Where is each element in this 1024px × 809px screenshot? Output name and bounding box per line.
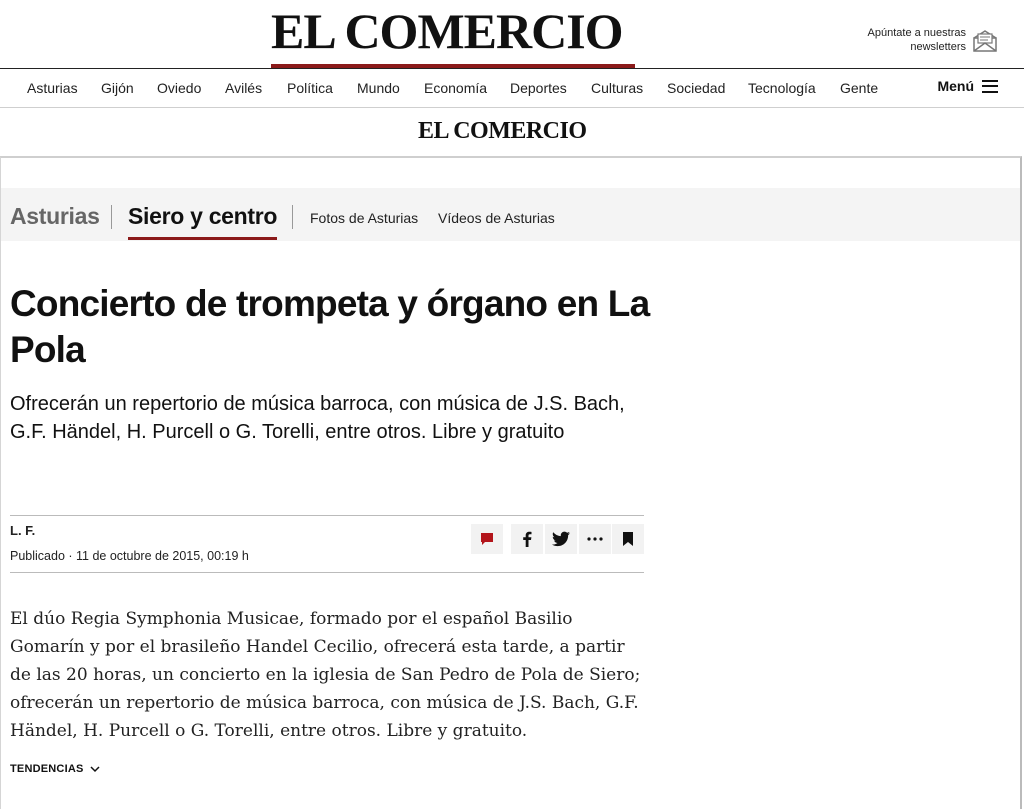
twitter-icon [552,531,570,547]
bookmark-button[interactable] [612,524,644,554]
nav-item-culturas[interactable]: Culturas [591,80,644,96]
article-subheadline: Ofrecerán un repertorio de música barroca, con música de J.S. Bach, G.F. Händel, H. Purcell o G. Torelli, entre otros. Libre y gratuito [10,393,625,443]
newsletter-line1: Apúntate a nuestras [867,27,966,39]
menu-button[interactable] [937,78,998,94]
nav-item-deportes[interactable]: Deportes [510,80,567,96]
facebook-share-button[interactable] [511,524,543,554]
section-current-link[interactable]: Siero y centro [128,203,278,229]
section-link-fotos[interactable]: Fotos de Asturias [310,210,419,226]
envelope-icon[interactable] [972,29,998,53]
nav-item-aviles[interactable]: Avilés [225,80,263,96]
nav-item-mundo[interactable]: Mundo [357,80,400,96]
chevron-down-icon [90,766,100,773]
divider [10,572,644,573]
article-published: Publicado · 11 de octubre de 2015, 00:19 h [10,549,249,563]
section-divider [292,205,293,229]
twitter-share-button[interactable] [545,524,577,554]
more-options-button[interactable] [579,524,611,554]
masthead [0,0,1024,68]
nav-item-gijon[interactable]: Gijón [101,80,134,96]
menu-label: Menú [937,78,974,94]
sublogo-bar [0,108,1024,156]
nav-item-tecnologia[interactable]: Tecnología [748,80,816,96]
site-logo[interactable]: EL COMERCIO [271,3,623,59]
comment-button[interactable] [471,524,503,554]
divider [10,515,644,516]
section-parent-link[interactable]: Asturias [10,203,100,229]
article-headline: Concierto de trompeta y órgano en La Pola [10,283,650,370]
article-body: El dúo Regia Symphonia Musicae, formado por el español Basilio Gomarín y por el brasileño Handel Cecilio, ofrecerá esta tarde, a partir de las 20 horas, un concierto en la iglesia de San Pedro de Pola de Siero; ofrecerán un repertorio de música barroca, con música de J.S. Bach, G.F. Händel, H. Purcell o G. Torelli, entre otros. Libre y gratuito. [10,609,641,741]
nav-item-economia[interactable]: Economía [424,80,488,96]
sublogo[interactable]: EL COMERCIO [418,118,587,144]
comment-icon [479,531,495,547]
nav-item-oviedo[interactable]: Oviedo [157,80,202,96]
newsletter-link[interactable] [868,26,966,54]
more-icon [587,537,603,541]
section-link-videos[interactable]: Vídeos de Asturias [438,210,555,226]
hamburger-icon [982,80,998,93]
section-divider [111,205,112,229]
newsletter-line2: newsletters [910,41,966,53]
main-nav [0,68,1024,108]
nav-item-sociedad[interactable]: Sociedad [667,80,726,96]
trends-label: TENDENCIAS [10,763,84,775]
facebook-icon [520,531,534,547]
nav-item-gente[interactable]: Gente [840,80,879,96]
section-active-underline [128,237,277,240]
nav-item-politica[interactable]: Política [287,80,333,96]
nav-item-asturias[interactable]: Asturias [27,80,78,96]
bookmark-icon [622,531,634,547]
trends-toggle[interactable] [10,763,100,775]
article-author[interactable]: L. F. [10,523,36,538]
